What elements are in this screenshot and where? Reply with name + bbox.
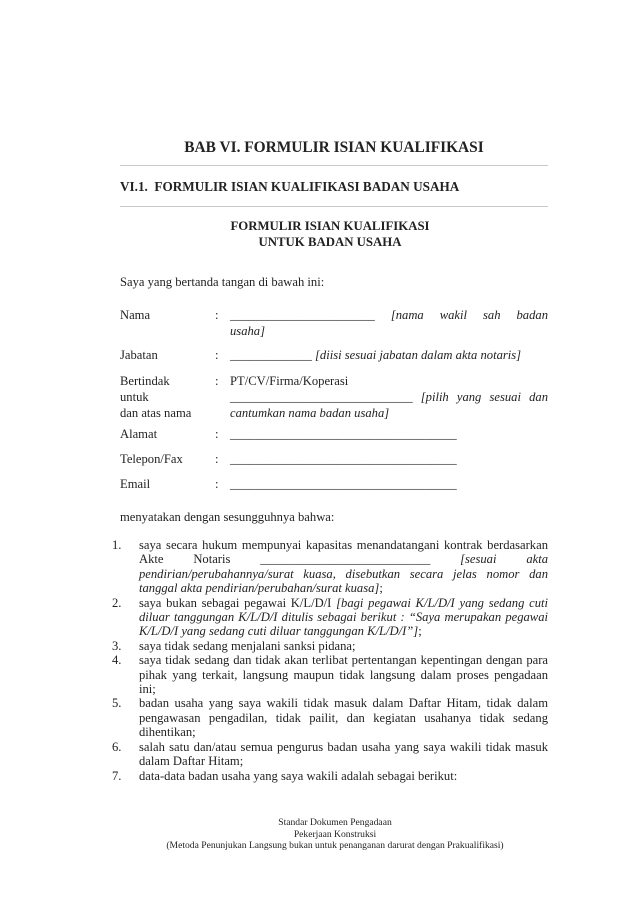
declaration-intro: menyatakan dengan sesungguhnya bahwa: [120,510,335,524]
list-item-punct: ; [418,624,422,639]
field-value[interactable]: ____________________________________ [230,477,457,491]
footer-line: (Metoda Penunjukan Langsung bukan untuk penanganan darurat dengan Prakualifikasi) [166,840,504,851]
list-item-number: 1. [112,538,122,552]
list-item [112,696,548,739]
section-divider [120,206,548,207]
chapter-title: BAB VI. FORMULIR ISIAN KUALIFIKASI [184,139,484,156]
list-item-text: saya tidak sedang menjalani sanksi pidana; [139,638,356,653]
field-label-line: dan atas nama [120,406,192,420]
field-colon: : [215,348,219,362]
field-label-line: Bertindak [120,374,170,388]
list-item [112,653,548,696]
field-value-line: usaha] [230,324,265,338]
field-label-line: untuk [120,390,149,404]
list-item-text: saya bukan sebagai pegawai K/L/D/I [139,595,337,610]
list-item [112,740,548,769]
footer-line: Standar Dokumen Pengadaan [278,817,392,828]
list-item-number: 7. [112,768,122,783]
list-item [112,769,548,783]
field-label [120,373,215,421]
field-label: Email [120,477,151,491]
list-item-text: badan usaha yang saya wakili tidak masuk dalam Daftar Hitam, tidak dalam pengawasan pengadilan, tidak pailit, dan kegiatan usahanya tidak sedang dihentikan; [139,696,548,740]
list-item-punct: ; [379,581,383,596]
list-item [112,538,548,596]
declaration-list [112,538,548,783]
field-colon: : [215,452,219,466]
list-item-note: [sesuai akta pendirian/perubahannya/surat kuasa, disebutkan secara jelas nomor dan tanggal akta pendirian/perubahan/surat kuasa] [139,552,549,596]
list-item-number: 5. [112,696,122,711]
field-value-line: PT/CV/Firma/Koperasi [230,374,349,388]
section-title: VI.1. FORMULIR ISIAN KUALIFIKASI BADAN USAHA [120,179,460,194]
list-item [112,596,548,639]
list-item-number: 4. [112,653,122,668]
field-label: Telepon/Fax [120,452,183,466]
intro-text: Saya yang bertanda tangan di bawah ini: [120,275,325,289]
field-value[interactable] [230,307,548,339]
form-title-line1: FORMULIR ISIAN KUALIFIKASI [230,219,430,233]
list-item [112,639,548,653]
field-value[interactable] [230,373,548,421]
page-footer [100,817,570,852]
field-colon: : [215,477,219,491]
field-value[interactable]: ____________________________________ [230,427,457,441]
chapter-divider [120,165,548,166]
field-colon: : [215,427,219,441]
field-value[interactable]: ____________________________________ [230,452,457,466]
list-item-text: saya secara hukum mempunyai kapasitas menandatangani kontrak berdasarkan Akte Notaris ___________________________ [139,538,548,567]
list-item-note: [bagi pegawai K/L/D/I yang sedang cuti diluar tanggungan K/L/D/I ditulis sebagai berikut : “Saya merupakan pegawai K/L/D/I yang sedang cuti diluar tanggungan K/L/D/I”] [139,595,548,639]
field-label: Nama [120,308,151,322]
field-label: Jabatan [120,348,158,362]
list-item-text: salah satu dan/atau semua pengurus badan usaha yang saya wakili tidak masuk dalam Daftar Hitam; [139,739,548,769]
list-item-number: 2. [112,595,122,610]
list-item-text: saya tidak sedang dan tidak akan terlibat pertentangan kepentingan dengan para pihak yang terkait, langsung maupun tidak langsung dalam proses pengadaan ini; [139,653,548,697]
list-item-number: 6. [112,739,122,754]
field-value-line: _____________________________ [pilih yang sesuai dan [230,390,548,404]
field-label: Alamat [120,427,158,441]
list-item-number: 3. [112,638,122,653]
field-value-line: _______________________ [nama wakil sah badan [230,308,548,322]
field-value-line: cantumkan nama badan usaha] [230,406,390,420]
form-title-line2: UNTUK BADAN USAHA [258,235,402,249]
field-colon: : [215,374,219,388]
list-item-text: data-data badan usaha yang saya wakili adalah sebagai berikut: [139,768,458,783]
footer-line: Pekerjaan Konstruksi [293,828,377,840]
field-value[interactable]: _____________ [diisi sesuai jabatan dalam akta notaris] [230,348,522,362]
field-colon: : [215,308,219,322]
